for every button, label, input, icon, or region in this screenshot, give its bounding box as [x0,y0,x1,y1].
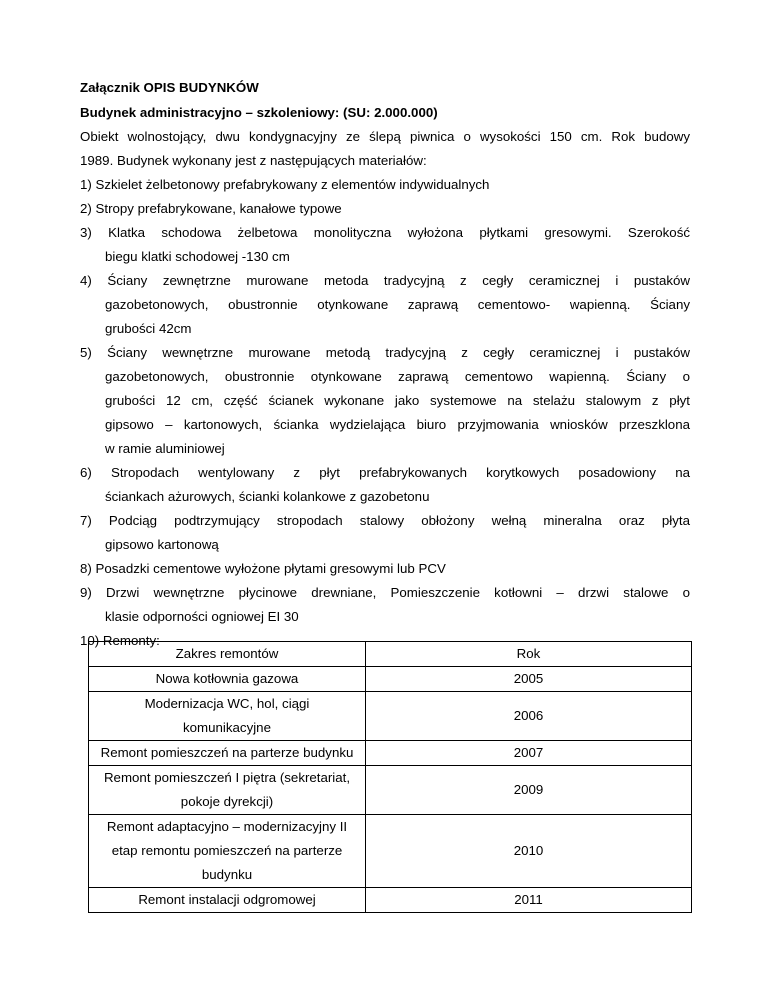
intro-line-1: Obiekt wolnostojący, dwu kondygnacyjny ze ślepą piwnica o wysokości 150 cm. Rok budowy [80,129,690,144]
list-item-2: 2) Stropy prefabrykowane, kanałowe typowe [80,201,342,216]
table-row [89,888,692,913]
table-cell-rok: 2009 [366,766,692,815]
list-item-10: 10) Remonty: [80,633,160,648]
table-cell-rok: 2010 [366,815,692,888]
list-item-5-cont-2: grubości 12 cm, część ścianek wykonane jako systemowe na stelażu stalowym z płyt [105,393,690,408]
renovations-table [88,641,692,913]
table-cell-zakres: Modernizacja WC, hol, ciągi komunikacyjne [89,692,366,741]
list-item-7: 7) Podciąg podtrzymujący stropodach stalowy obłożony wełną mineralna oraz płyta [80,513,690,528]
list-item-1: 1) Szkielet żelbetonowy prefabrykowany z elementów indywidualnych [80,177,490,192]
list-item-3-cont: biegu klatki schodowej -130 cm [105,249,290,264]
table-header-row [89,642,692,667]
document-title: Załącznik OPIS BUDYNKÓW [80,80,259,95]
building-heading: Budynek administracyjno – szkoleniowy: (SU: 2.000.000) [80,105,438,120]
table-header-rok: Rok [366,642,692,667]
list-item-5-cont: gazobetonowych, obustronnie otynkowane zaprawą cementowo wapienną. Ściany o [105,369,690,384]
table-cell-zakres: Remont instalacji odgromowej [89,888,366,913]
list-item-5-cont-3: gipsowo – kartonowych, ścianka wydzielająca biuro przyjmowania wniosków przeszklona [105,417,690,432]
table-row [89,692,692,741]
list-item-6-cont: ściankach ażurowych, ścianki kolankowe z gazobetonu [105,489,430,504]
table-cell-rok: 2011 [366,888,692,913]
list-item-5: 5) Ściany wewnętrzne murowane metodą tradycyjną z cegły ceramicznej i pustaków [80,345,690,360]
table-cell-zakres: Remont adaptacyjno – modernizacyjny II etap remontu pomieszczeń na parterze budynku [89,815,366,888]
table-row [89,766,692,815]
table-row [89,815,692,888]
list-item-4: 4) Ściany zewnętrzne murowane metoda tradycyjną z cegły ceramicznej i pustaków [80,273,690,288]
intro-line-2: 1989. Budynek wykonany jest z następujących materiałów: [80,153,427,168]
list-item-7-cont: gipsowo kartonową [105,537,219,552]
list-item-8: 8) Posadzki cementowe wyłożone płytami gresowymi lub PCV [80,561,446,576]
table-row [89,667,692,692]
list-item-5-cont-4: w ramie aluminiowej [105,441,225,456]
list-item-9: 9) Drzwi wewnętrzne płycinowe drewniane, Pomieszczenie kotłowni – drzwi stalowe o [80,585,690,600]
table-row [89,741,692,766]
table-cell-rok: 2005 [366,667,692,692]
list-item-4-cont: gazobetonowych, obustronnie otynkowane zaprawą cementowo- wapienną. Ściany [105,297,690,312]
list-item-6: 6) Stropodach wentylowany z płyt prefabrykowanych korytkowych posadowiony na [80,465,690,480]
table-cell-rok: 2007 [366,741,692,766]
table-cell-zakres: Remont pomieszczeń I piętra (sekretariat, pokoje dyrekcji) [89,766,366,815]
list-item-4-cont-2: grubości 42cm [105,321,192,336]
list-item-9-cont: klasie odporności ogniowej EI 30 [105,609,299,624]
table-cell-zakres: Nowa kotłownia gazowa [89,667,366,692]
table-header-zakres: Zakres remontów [89,642,366,667]
table-cell-zakres: Remont pomieszczeń na parterze budynku [89,741,366,766]
table-cell-rok: 2006 [366,692,692,741]
list-item-3: 3) Klatka schodowa żelbetowa monolityczna wyłożona płytkami gresowymi. Szerokość [80,225,690,240]
